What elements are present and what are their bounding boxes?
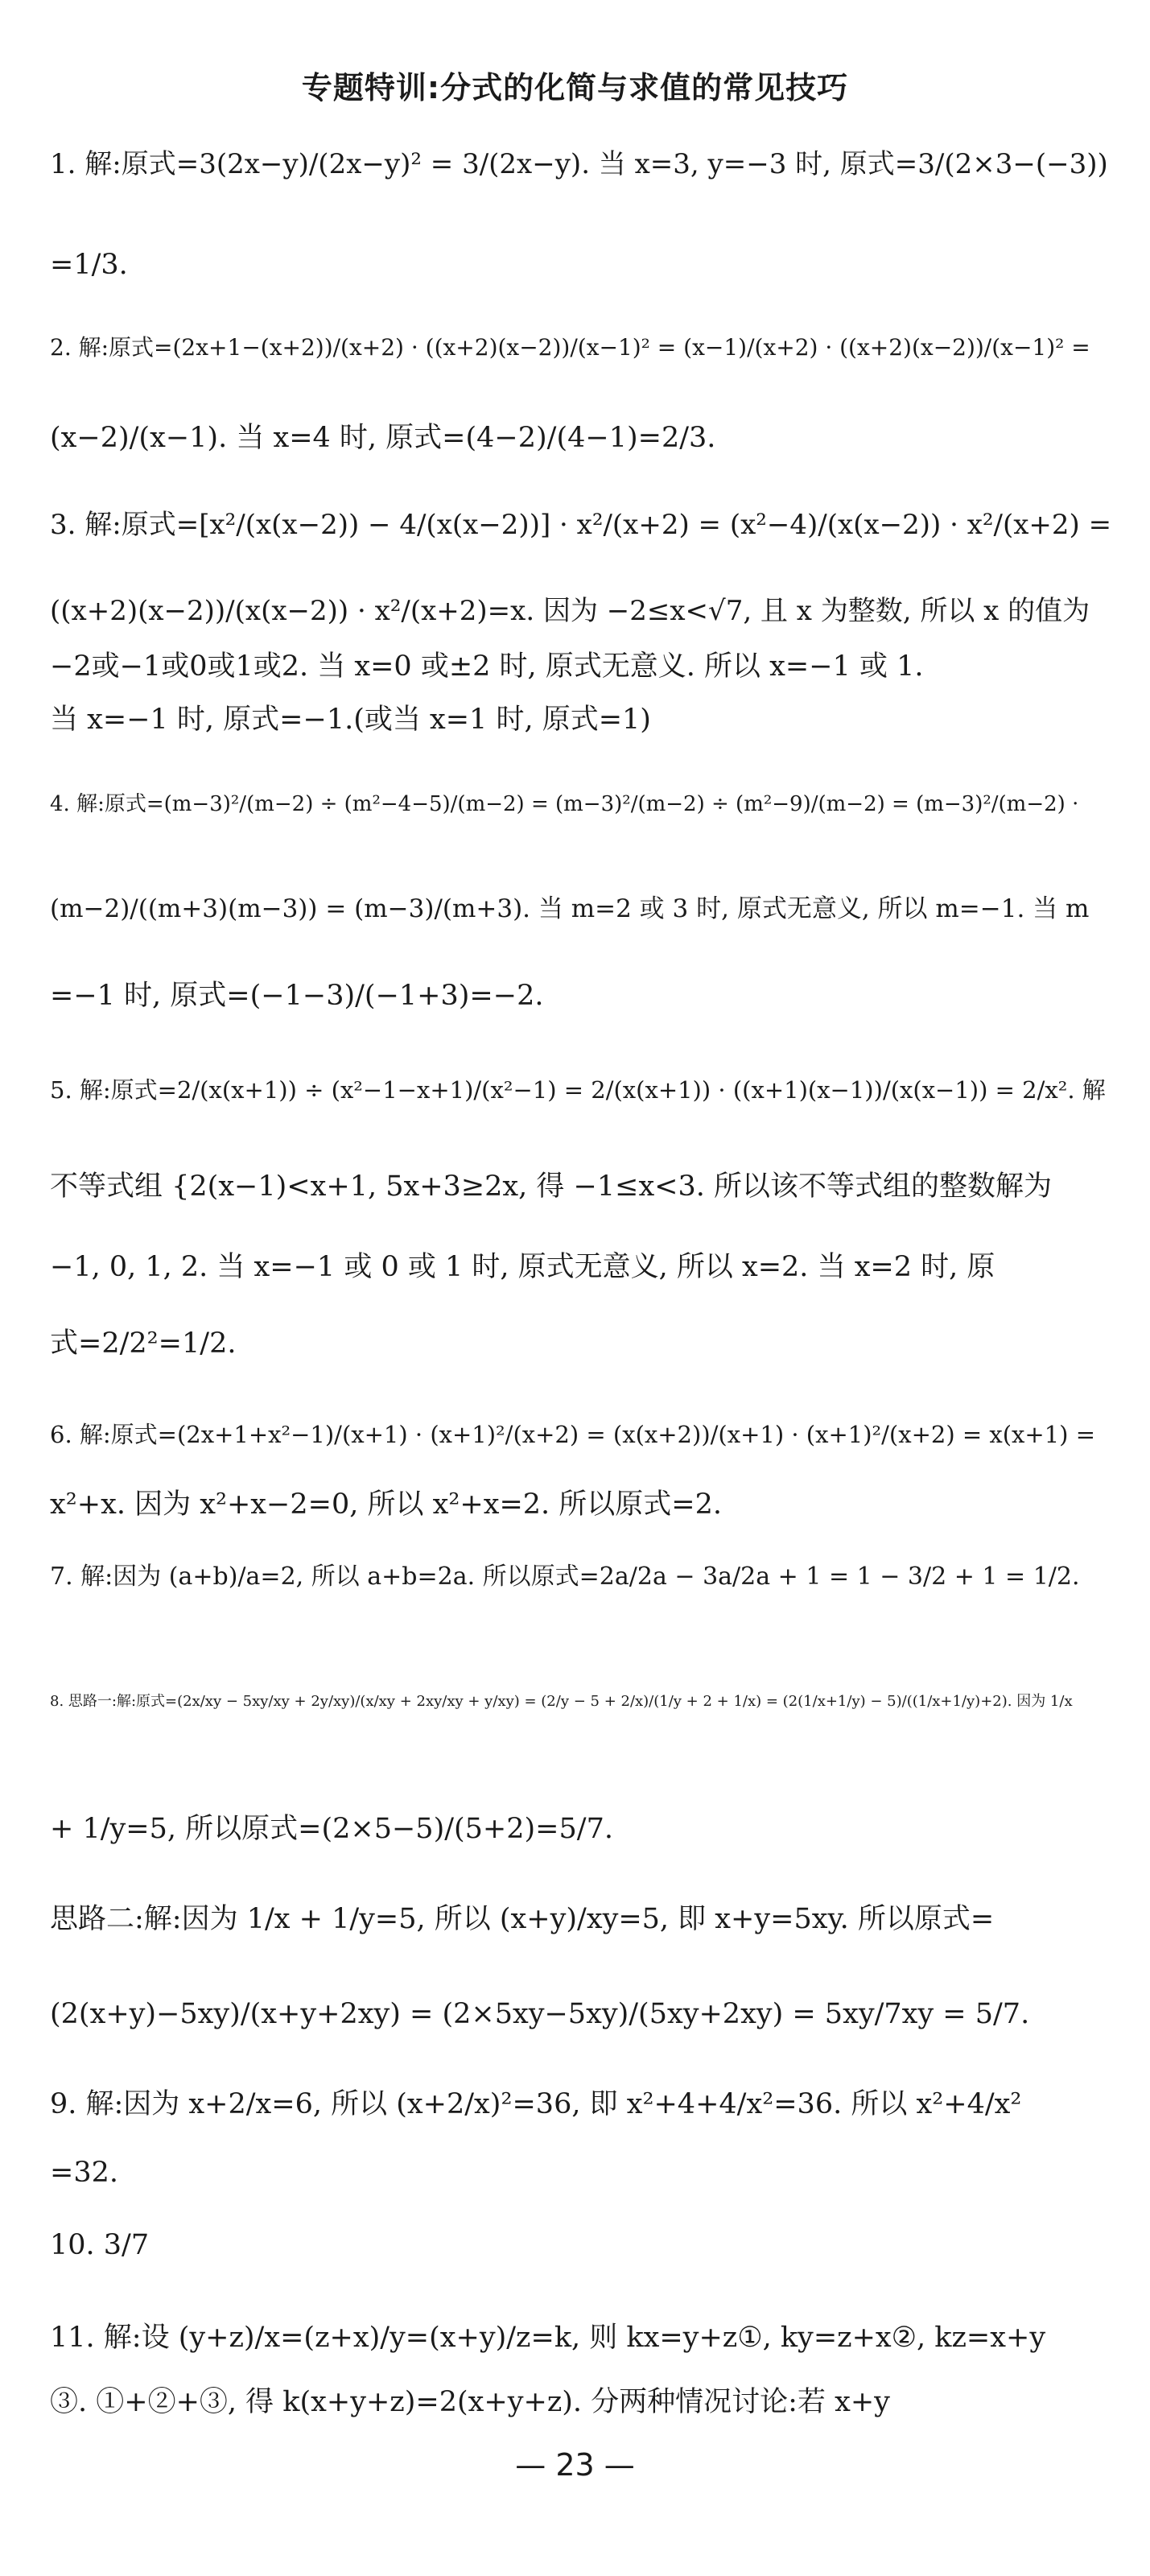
text-line: 10. 3/7: [50, 2229, 150, 2261]
text-line: 当 x=−1 时, 原式=−1.(或当 x=1 时, 原式=1): [50, 704, 651, 736]
text-line: −1, 0, 1, 2. 当 x=−1 或 0 或 1 时, 原式无意义, 所以 x=2. 当 x=2 时, 原: [50, 1251, 995, 1283]
text-line: (x−2)/(x−1). 当 x=4 时, 原式=(4−2)/(4−1)=2/3.: [50, 422, 716, 454]
text-line: (m−2)/((m+3)(m−3)) = (m−3)/(m+3). 当 m=2 或 3 时, 原式无意义, 所以 m=−1. 当 m: [50, 894, 1090, 923]
text-line: 3. 解:原式=[x²/(x(x−2)) − 4/(x(x−2))] · x²/(x+2) = (x²−4)/(x(x−2)) · x²/(x+2) =: [50, 509, 1112, 541]
text-line: 8. 思路一:解:原式=(2x/xy − 5xy/xy + 2y/xy)/(x/xy + 2xy/xy + y/xy) = (2/y − 5 + 2/x)/(1/y + 2 + 1/x) = (2(1/x+1/y) − 5)/((1/x+1/y)+2). 因为 1/x: [50, 1693, 1073, 1710]
text-line: −2或−1或0或1或2. 当 x=0 或±2 时, 原式无意义. 所以 x=−1 或 1.: [50, 650, 924, 683]
text-line: =−1 时, 原式=(−1−3)/(−1+3)=−2.: [50, 980, 544, 1012]
text-line: x²+x. 因为 x²+x−2=0, 所以 x²+x=2. 所以原式=2.: [50, 1488, 723, 1521]
text-line: (2(x+y)−5xy)/(x+y+2xy) = (2×5xy−5xy)/(5xy+2xy) = 5xy/7xy = 5/7.: [50, 1998, 1030, 2030]
text-line: 6. 解:原式=(2x+1+x²−1)/(x+1) · (x+1)²/(x+2) = (x(x+2))/(x+1) · (x+1)²/(x+2) = x(x+1) =: [50, 1421, 1095, 1448]
text-line: + 1/y=5, 所以原式=(2×5−5)/(5+2)=5/7.: [50, 1813, 613, 1845]
text-line: 7. 解:因为 (a+b)/a=2, 所以 a+b=2a. 所以原式=2a/2a − 3a/2a + 1 = 1 − 3/2 + 1 = 1/2.: [50, 1563, 1080, 1591]
text-line: 11. 解:设 (y+z)/x=(z+x)/y=(x+y)/z=k, 则 kx=y+z①, ky=z+x②, kz=x+y: [50, 2322, 1046, 2354]
text-line: 4. 解:原式=(m−3)²/(m−2) ÷ (m²−4−5)/(m−2) = (m−3)²/(m−2) ÷ (m²−9)/(m−2) = (m−3)²/(m−2) ·: [50, 792, 1079, 816]
text-line: ③. ①+②+③, 得 k(x+y+z)=2(x+y+z). 分两种情况讨论:若 x+y: [50, 2386, 890, 2418]
text-line: 式=2/2²=1/2.: [50, 1327, 237, 1360]
text-line: =1/3.: [50, 249, 128, 281]
text-line: 不等式组 {2(x−1)<x+1, 5x+3≥2x, 得 −1≤x<3. 所以该不等式组的整数解为: [50, 1170, 1053, 1203]
text-line: 2. 解:原式=(2x+1−(x+2))/(x+2) · ((x+2)(x−2))/(x−1)² = (x−1)/(x+2) · ((x+2)(x−2))/(x−1)² =: [50, 334, 1090, 361]
text-line: 5. 解:原式=2/(x(x+1)) ÷ (x²−1−x+1)/(x²−1) = 2/(x(x+1)) · ((x+1)(x−1))/(x(x−1)) = 2/x². 解: [50, 1076, 1106, 1104]
page-title: 专题特训:分式的化简与求值的常见技巧: [301, 70, 849, 105]
page-number: — 23 —: [515, 2447, 635, 2483]
text-line: ((x+2)(x−2))/(x(x−2)) · x²/(x+2)=x. 因为 −2≤x<√7, 且 x 为整数, 所以 x 的值为: [50, 595, 1090, 627]
text-line: 9. 解:因为 x+2/x=6, 所以 (x+2/x)²=36, 即 x²+4+4/x²=36. 所以 x²+4/x²: [50, 2088, 1022, 2120]
text-line: 思路二:解:因为 1/x + 1/y=5, 所以 (x+y)/xy=5, 即 x+y=5xy. 所以原式=: [50, 1903, 995, 1935]
text-line: 1. 解:原式=3(2x−y)/(2x−y)² = 3/(2x−y). 当 x=3, y=−3 时, 原式=3/(2×3−(−3)): [50, 148, 1108, 180]
text-line: =32.: [50, 2157, 118, 2189]
